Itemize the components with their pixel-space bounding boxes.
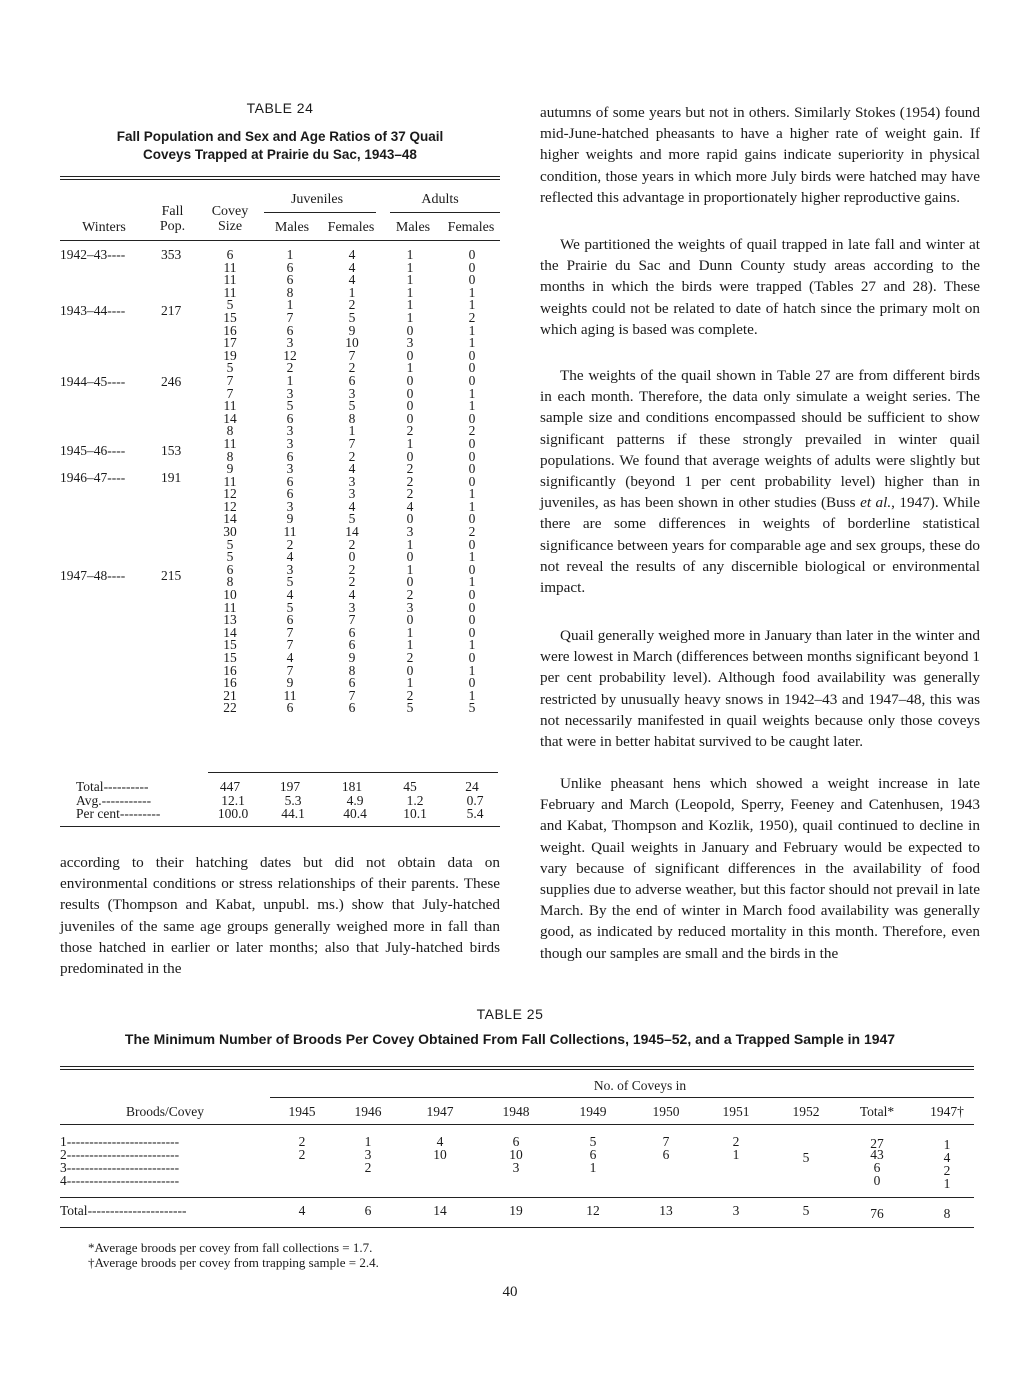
total-cell: 4 bbox=[298, 1203, 306, 1218]
total-cell: 13 bbox=[659, 1203, 673, 1218]
table-row-label: 1------------------------- bbox=[60, 1134, 180, 1149]
column-header: Total* bbox=[859, 1104, 895, 1119]
total-cell: 14 bbox=[433, 1203, 447, 1218]
header-covey: Covey bbox=[211, 204, 249, 219]
table-bottom-rule bbox=[60, 826, 500, 827]
summary-avg-label: Avg.----------- bbox=[76, 793, 152, 808]
total-label-text: Total bbox=[60, 1203, 88, 1218]
right-paragraph-1: autumns of some years but not in others. Similarly Stokes (1954) found mid-June-hatched pheasants to have a higher rate of weight gain. If higher weights and more rapid gains indicate superiority in physical condition, those years in which more July birds were hatched may have reflected this advantage in proportionately higher reproductive gains. bbox=[540, 104, 980, 206]
column-ad-males: 1 1 1 1 1 1 0 3 0 1 0 0 0 0 2 1 0 2 2 2 4 0 3 1 0 1 0 2 3 0 1 1 2 0 1 2 5 bbox=[406, 247, 414, 716]
table-25-bottom-rule bbox=[60, 1227, 974, 1228]
table-row-label: 4------------------------- bbox=[60, 1173, 180, 1188]
summary-pct-af: 5.4 bbox=[466, 806, 484, 821]
total-cell: 19 bbox=[509, 1203, 523, 1218]
table-cell: 7 bbox=[662, 1134, 670, 1149]
table-25-title: TABLE 25 bbox=[476, 1006, 544, 1022]
summary-avg-jf: 4.9 bbox=[346, 793, 364, 808]
row-label-text: 3 bbox=[60, 1160, 67, 1175]
table-row-label: 2------------------------- bbox=[60, 1147, 180, 1162]
header-juv-females: Females bbox=[327, 220, 375, 235]
row-label-text: 4 bbox=[60, 1173, 67, 1188]
column-juv-males: 1 6 6 8 1 7 6 3 12 2 1 3 5 6 3 3 6 3 6 6 3 9 11 2 4 3 5 4 5 6 7 7 4 7 9 11 6 bbox=[283, 247, 297, 716]
header-juv-males: Males bbox=[274, 220, 310, 235]
column-header: 1949 bbox=[579, 1104, 607, 1119]
table-cell: 4 bbox=[436, 1134, 444, 1149]
header-ad-females: Females bbox=[447, 220, 495, 235]
summary-pct-am: 10.1 bbox=[403, 806, 427, 821]
table-cell-pop: 217 bbox=[161, 303, 182, 318]
column-header: 1952 bbox=[792, 1104, 820, 1119]
group-header-rule bbox=[270, 1097, 974, 1098]
table-cell-pop: 215 bbox=[161, 568, 182, 583]
table-cell: 1 bbox=[943, 1137, 951, 1152]
table-cell: 3 bbox=[512, 1160, 520, 1175]
column-ad-females: 0 0 0 1 1 2 1 1 0 0 0 1 1 0 2 0 0 0 0 1 1 0 2 0 1 0 1 0 0 0 0 1 0 1 0 1 5 bbox=[468, 247, 476, 716]
column-juv-females: 4 4 4 1 2 5 9 10 7 2 6 3 5 8 1 7 2 4 3 3 4 5 14 2 0 2 2 4 3 7 6 6 9 8 6 7 6 bbox=[345, 247, 359, 716]
table-row-winter: 1947–48---- bbox=[60, 568, 126, 583]
table-24-caption-line2: Coveys Trapped at Prairie du Sac, 1943–48 bbox=[143, 147, 417, 162]
table-24-title: TABLE 24 bbox=[246, 100, 314, 116]
table-cell-pop: 246 bbox=[161, 374, 182, 389]
table-cell: 6 bbox=[662, 1147, 670, 1162]
right-paragraph-5: Unlike pheasant hens which showed a weight increase in late February and March (Leopold, Sperry, Feeney and Catenhusen, 1943 and Kabat, Thompson and Kozlik, 1950), quail continued to decline in weight. Quail weights in January and February would be expected to vary because of significant differences in the availability of food supplies due to adverse weather, but this factor should not prevail in late March. By the end of winter in March food availability was generally good, as indicated by reduced mortality in this month. Therefore, even though our samples are small and the birds in the bbox=[540, 775, 980, 962]
right-paragraph-4: Quail generally weighed more in January than later in the winter and were lowest in March (differences between months significant beyond 1 per cent probability level). Although food availability was generally restricted by unusually heavy snows in 1942–43 and 1947–48, this was not necessarily manifested in quail weights because only those coveys that were in better habitat survived to be caught later. bbox=[540, 627, 980, 751]
footnote-2: †Average broods per covey from trapping sample = 2.4. bbox=[88, 1255, 379, 1270]
column-header: 1948 bbox=[502, 1104, 530, 1119]
table-cell: 2 bbox=[364, 1160, 372, 1175]
summary-pct-covey: 100.0 bbox=[217, 806, 249, 821]
summary-pct-label: Per cent--------- bbox=[76, 806, 161, 821]
total-cell: 6 bbox=[364, 1203, 372, 1218]
column-header: 1947† bbox=[930, 1104, 964, 1119]
total-cell: 12 bbox=[586, 1203, 600, 1218]
summary-total-am: 45 bbox=[403, 779, 417, 794]
table-cell-pop: 353 bbox=[161, 247, 182, 262]
header-broods-covey: Broods/Covey bbox=[125, 1104, 204, 1119]
table-cell-pop: 191 bbox=[161, 470, 182, 485]
table-row-label: 3------------------------- bbox=[60, 1160, 180, 1175]
header-winters: Winters bbox=[82, 220, 126, 235]
right-paragraph-3: The weights of the quail shown in Table 27 are from different birds in each month. Therefore, the data only simulate a weight series. The sample size and conditions encompassed should be sufficient to show significant patterns if these strongly prevailed in winter quail populations. We found that average weights of adults were slightly but significantly (beyond 1 per cent probability level) higher than in juveniles, as has been shown in other studies (Buss et al., 1947). While there are some differences in weights of borderline statistical significance between years for comparable age and sex groups, these do not reveal the results of any discernible biological or environmental impact. bbox=[540, 367, 980, 597]
column-header: 1946 bbox=[354, 1104, 382, 1119]
header-adults: Adults bbox=[421, 192, 459, 207]
summary-avg-jm: 5.3 bbox=[284, 793, 302, 808]
summary-avg-af: 0.7 bbox=[466, 793, 484, 808]
column-header: 1951 bbox=[722, 1104, 750, 1119]
column-header: 1947 bbox=[426, 1104, 454, 1119]
table-cell: 1 bbox=[364, 1134, 372, 1149]
total-cell: 5 bbox=[802, 1203, 810, 1218]
table-24-caption-line1: Fall Population and Sex and Age Ratios of 37 Quail bbox=[116, 129, 444, 144]
table-top-rule-double bbox=[60, 179, 500, 180]
header-no-of-coveys: No. of Coveys in bbox=[593, 1078, 687, 1093]
table-cell: 2 bbox=[298, 1134, 306, 1149]
table-top-rule bbox=[60, 176, 500, 177]
table-cell: 6 bbox=[512, 1134, 520, 1149]
table-24-caption bbox=[60, 128, 500, 164]
table-cell: 5 bbox=[589, 1134, 597, 1149]
totals-rule bbox=[208, 772, 498, 773]
footnote-1: *Average broods per covey from fall collections = 1.7. bbox=[88, 1240, 373, 1255]
row-label-text: 2 bbox=[60, 1147, 67, 1162]
table-cell: 3 bbox=[364, 1147, 372, 1162]
table-row-winter: 1946–47---- bbox=[60, 470, 126, 485]
summary-total-af: 24 bbox=[465, 779, 479, 794]
summary-pct-jm: 44.1 bbox=[281, 806, 305, 821]
juveniles-rule bbox=[264, 212, 376, 213]
table-cell: 4 bbox=[943, 1150, 951, 1165]
table-cell: 10 bbox=[509, 1147, 523, 1162]
table-cell: 2 bbox=[298, 1147, 306, 1162]
table-cell: 5 bbox=[802, 1150, 810, 1165]
table-cell-pop: 153 bbox=[161, 443, 182, 458]
table-cell: 2 bbox=[732, 1134, 740, 1149]
right-paragraph-2: We partitioned the weights of quail trapped in late fall and winter at the Prairie du Sac and Dunn County study areas according to the months in which the birds were trapped (Tables 27 and 28). These weights could not be related to date of hatch since the primary molt on which aging is based was complete. bbox=[540, 236, 980, 338]
table-row-winter: 1945–46---- bbox=[60, 443, 126, 458]
table-cell: 6 bbox=[873, 1160, 881, 1175]
total-row-label: Total---------------------- bbox=[60, 1203, 187, 1218]
table-cell: 0 bbox=[873, 1173, 881, 1188]
table-cell: 10 bbox=[433, 1147, 447, 1162]
header-fall: Fall bbox=[161, 204, 184, 219]
table-row-winter: 1943–44---- bbox=[60, 303, 126, 318]
header-bottom-rule bbox=[60, 240, 500, 241]
table-25-header-rule bbox=[60, 1124, 974, 1125]
summary-total-label: Total---------- bbox=[76, 779, 149, 794]
header-juveniles: Juveniles bbox=[290, 192, 344, 207]
header-pop: Pop. bbox=[159, 219, 186, 234]
column-header: 1945 bbox=[288, 1104, 316, 1119]
table-cell: 6 bbox=[589, 1147, 597, 1162]
summary-avg-am: 1.2 bbox=[406, 793, 424, 808]
table-cell: 1 bbox=[589, 1160, 597, 1175]
page-number: 40 bbox=[502, 1284, 518, 1300]
table-cell: 1 bbox=[732, 1147, 740, 1162]
summary-total-jm: 197 bbox=[279, 779, 301, 794]
summary-avg-covey: 12.1 bbox=[221, 793, 245, 808]
header-ad-males: Males bbox=[395, 220, 431, 235]
column-header: 1950 bbox=[652, 1104, 680, 1119]
total-cell: 76 bbox=[870, 1206, 884, 1221]
total-cell: 3 bbox=[732, 1203, 740, 1218]
total-cell: 8 bbox=[943, 1206, 951, 1221]
header-size: Size bbox=[217, 219, 243, 234]
adults-rule bbox=[390, 212, 500, 213]
table-25-total-rule bbox=[60, 1197, 974, 1198]
table-row-winter: 1944–45---- bbox=[60, 374, 126, 389]
table-cell: 43 bbox=[870, 1147, 884, 1162]
table-cell: 27 bbox=[870, 1136, 884, 1151]
table-cell: 2 bbox=[943, 1163, 951, 1178]
column-covey-size: 6 11 11 11 5 15 16 17 19 5 7 7 11 14 8 11 8 9 11 12 12 14 30 5 5 6 8 10 11 13 14 15 15 16 16 21 22 bbox=[223, 247, 237, 716]
summary-pct-jf: 40.4 bbox=[343, 806, 367, 821]
summary-total-covey: 447 bbox=[219, 779, 241, 794]
table-row-winter: 1942–43---- bbox=[60, 247, 126, 262]
table-25-top-rule bbox=[60, 1066, 974, 1067]
left-paragraph: according to their hatching dates but did not obtain data on environmental conditions or stress relationships of their parents. These results (Thompson and Kabat, unpubl. ms.) show that July-hatched juveniles of the same age groups generally weighed more in fall than those hatched in earlier or later months; also that July-hatched birds predominated in the bbox=[60, 854, 500, 978]
summary-total-jf: 181 bbox=[341, 779, 363, 794]
table-25-caption: The Minimum Number of Broods Per Covey Obtained From Fall Collections, 1945–52, and a Trapped Sample in 1947 bbox=[124, 1031, 896, 1047]
row-label-text: 1 bbox=[60, 1134, 67, 1149]
table-cell: 1 bbox=[943, 1176, 951, 1191]
table-25-top-rule-double bbox=[60, 1069, 974, 1070]
